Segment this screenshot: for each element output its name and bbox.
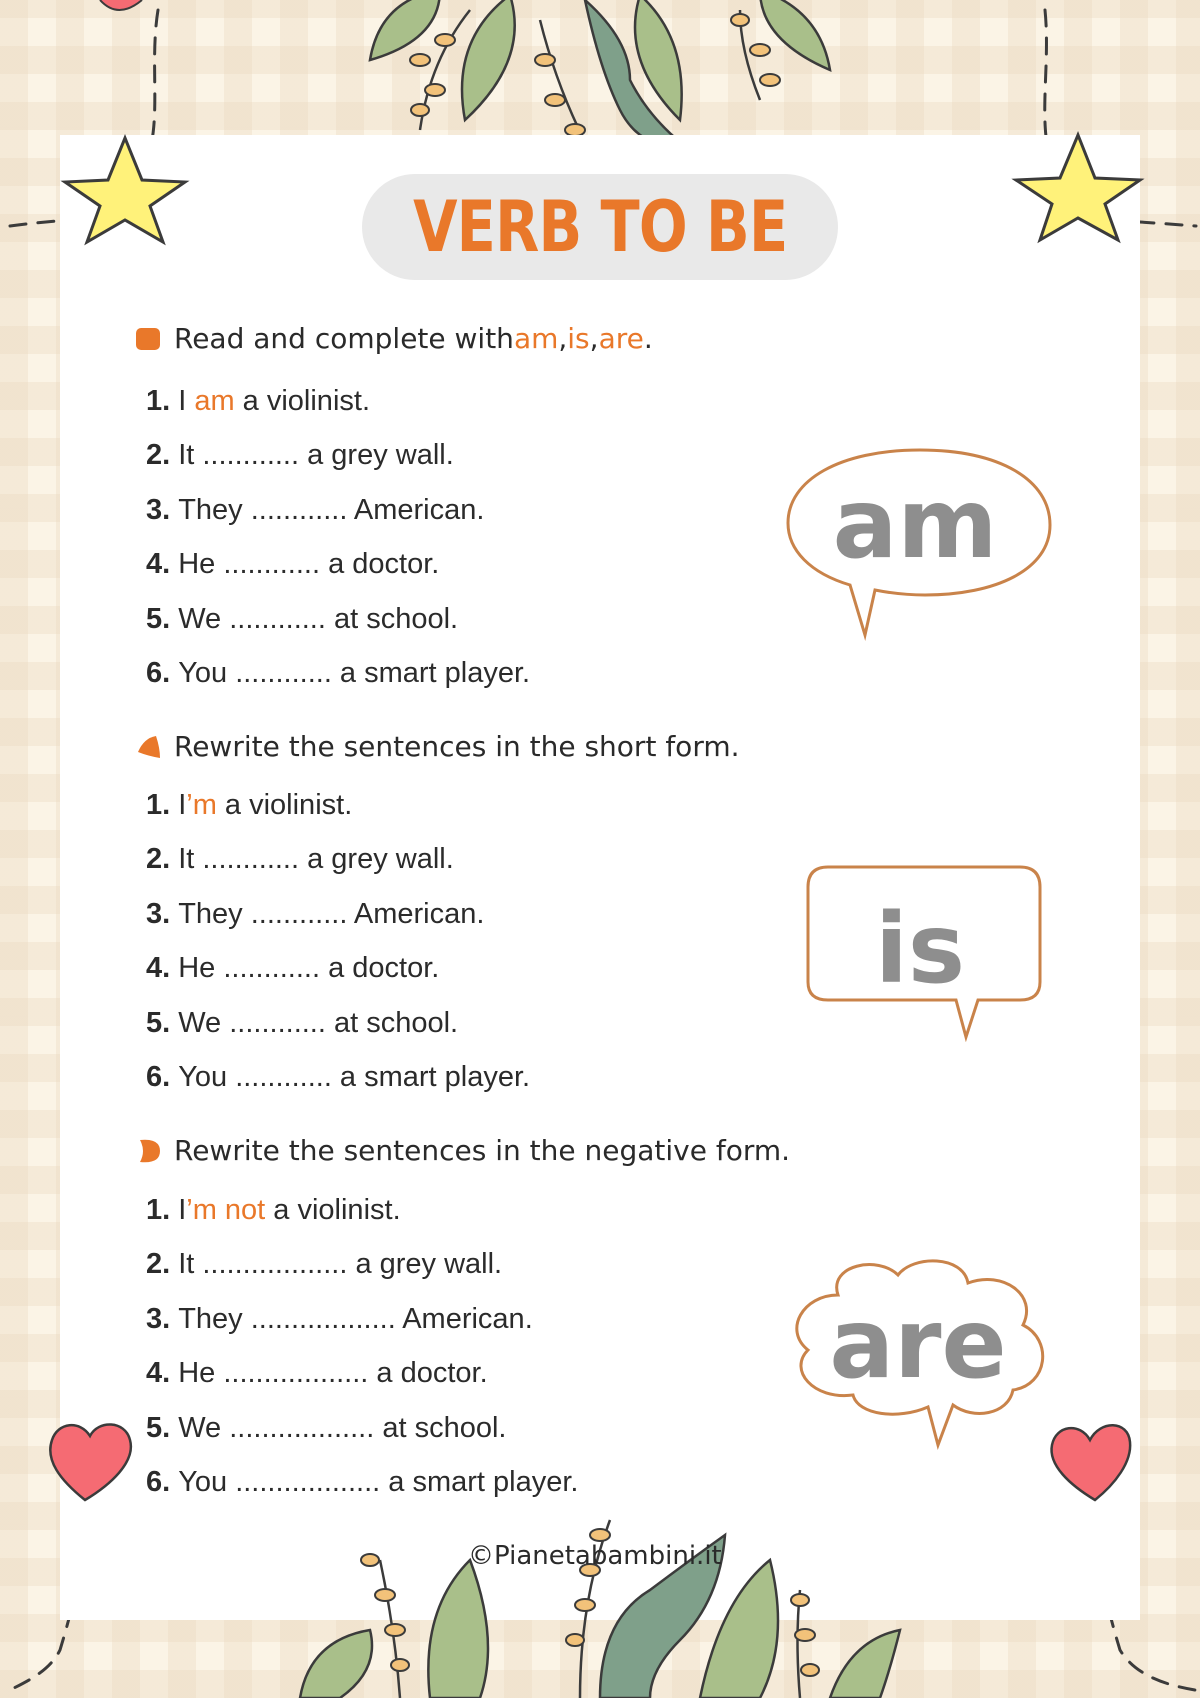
- bubble-word-am: am: [832, 468, 998, 580]
- list-item: 6. You .................. a smart player.: [146, 1465, 579, 1498]
- list-item: 4. He ............ a doctor.: [146, 548, 440, 581]
- copyright-credit: ©Pianetabambini.it: [468, 1541, 722, 1571]
- list-item: 4. He .................. a doctor.: [146, 1357, 488, 1390]
- list-item: 3. They ............ American.: [146, 493, 485, 526]
- list-item: 1. I’m a violinist.: [146, 789, 353, 821]
- list-item: 3. They ............ American.: [146, 897, 485, 930]
- list-item: 5. We ............ at school.: [146, 1006, 459, 1039]
- list-item: 5. We ............ at school.: [146, 602, 459, 635]
- section-3-instruction: Rewrite the sentences in the negative form.: [134, 1134, 790, 1167]
- list-item: 2. It .................. a grey wall.: [146, 1248, 503, 1281]
- list-item: 1. I’m not a violinist.: [146, 1194, 401, 1226]
- list-item: 4. He ............ a doctor.: [146, 952, 440, 985]
- list-item: 6. You ............ a smart player.: [146, 656, 531, 689]
- list-item: 3. They .................. American.: [146, 1302, 533, 1335]
- list-item: 5. We .................. at school.: [146, 1411, 507, 1444]
- list-item: 2. It ............ a grey wall.: [146, 843, 454, 876]
- section-2-instruction: Rewrite the sentences in the short form.: [134, 730, 740, 763]
- worksheet-title: VERB TO BE: [412, 186, 788, 268]
- list-item: 2. It ............ a grey wall.: [146, 439, 454, 472]
- list-item: 6. You ............ a smart player.: [146, 1060, 531, 1093]
- bubble-word-are: are: [829, 1288, 1007, 1400]
- section-1-instruction: Read and complete with am , is , are .: [134, 322, 653, 355]
- list-item: 1. I am a violinist.: [146, 385, 370, 417]
- bubble-word-is: is: [874, 893, 966, 1005]
